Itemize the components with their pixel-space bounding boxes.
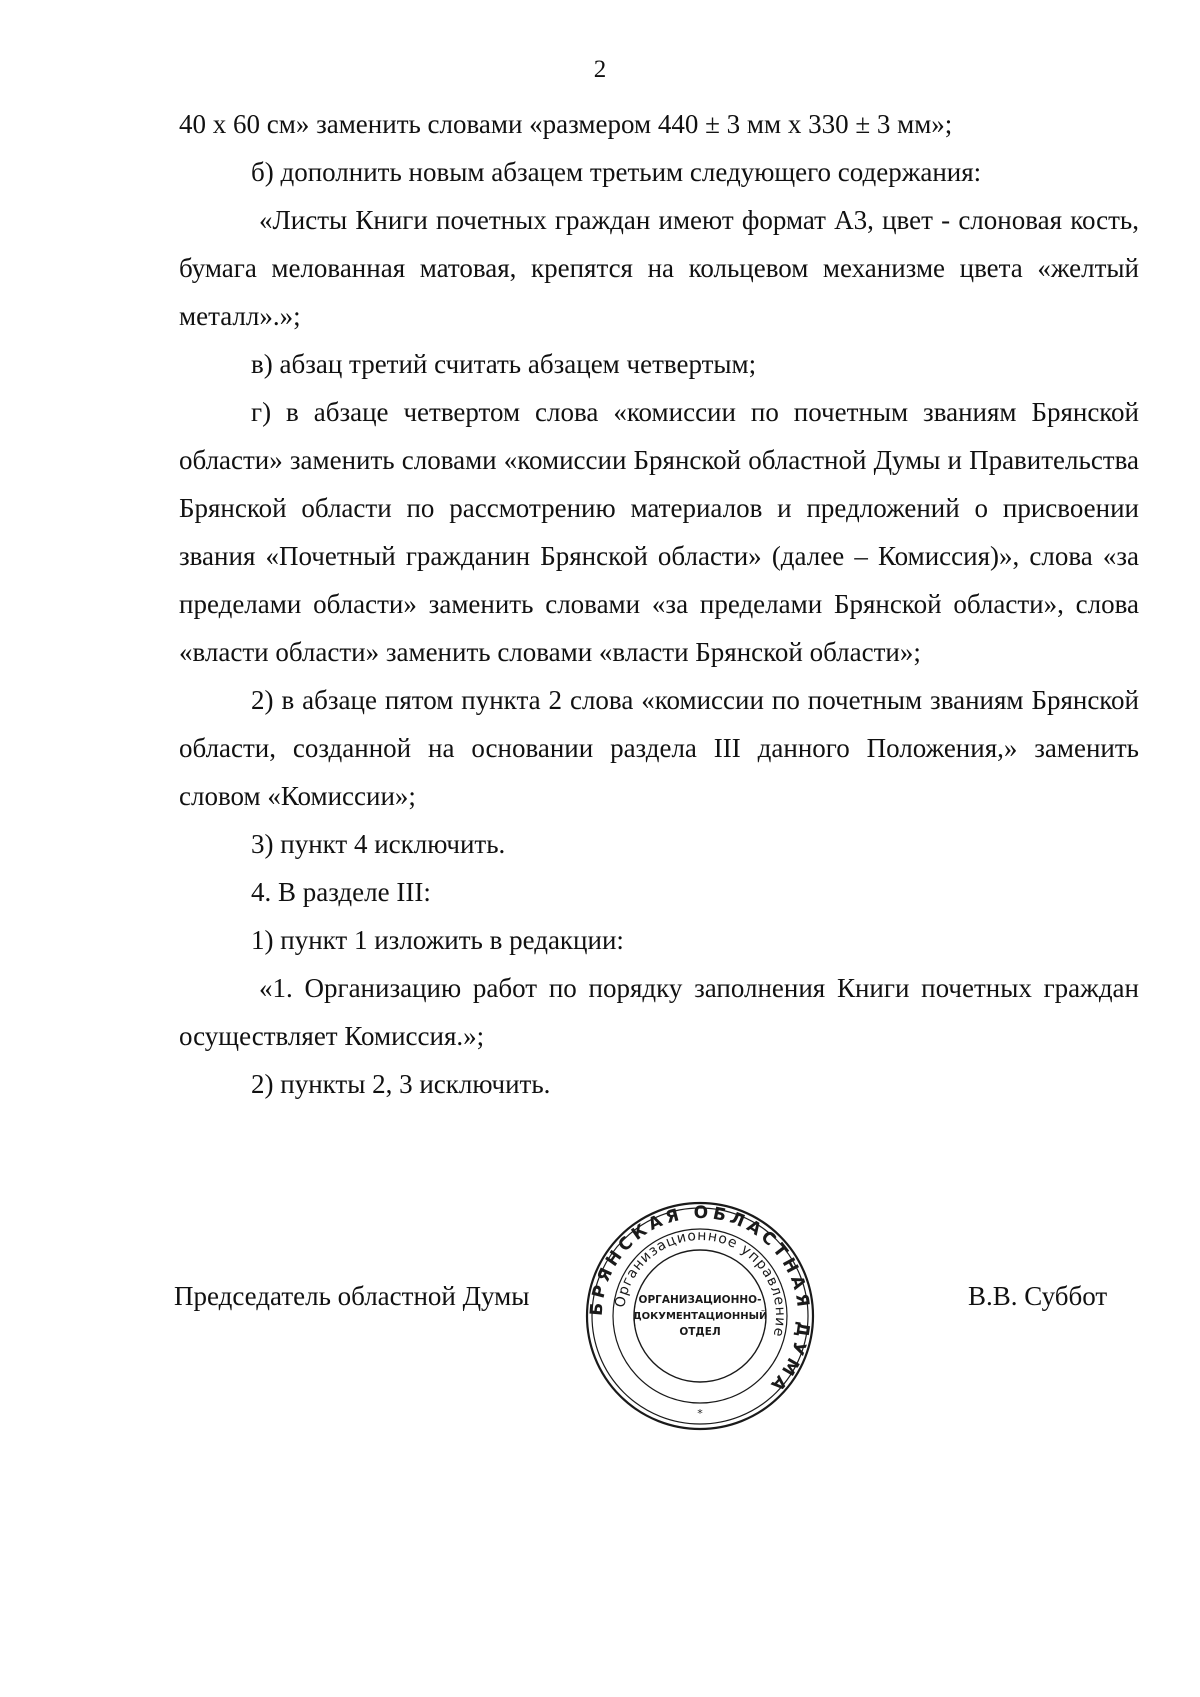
seal-center-line-1: ОРГАНИЗАЦИОННО- [638,1294,762,1306]
page-number: 2 [593,56,607,83]
paragraph-item-b: б) дополнить новым абзацем третьим следующего содержания: [251,157,982,187]
seal-outer-text: БРЯНСКАЯ ОБЛАСТНАЯ ДУМА [586,1202,814,1398]
paragraph-quote-commission: «1. Организацию работ по порядку заполнения Книги почетных граждан осуществляет Комиссия.»; [179,973,1139,1051]
document-body [179,100,1139,1108]
seal-star-icon: * [697,1407,703,1420]
paragraph-item-2: 2) в абзаце пятом пункта 2 слова «комиссии по почетным званиям Брянской области, созданной на основании раздела III данного Положения,» заменить словом «Комиссии»; [179,685,1139,811]
seal-center-line-3: ОТДЕЛ [679,1326,721,1338]
paragraph-continuation: 40 х 60 см» заменить словами «размером 440 ± 3 мм х 330 ± 3 мм»; [179,109,953,139]
official-seal-stamp [583,1199,817,1433]
paragraph-item-g: г) в абзаце четвертом слова «комиссии по почетным званиям Брянской области» заменить словами «комиссии Брянской областной Думы и Правительства Брянской области по рассмотрению материалов и предложений о присвоении звания «Почетный гражданин Брянской области» (далее – Комиссия)», слова «за пределами области» заменить словами «за пределами Брянской области», слова «власти области» заменить словами «власти Брянской области»; [179,397,1139,667]
paragraph-item-v: в) абзац третий считать абзацем четвертым; [251,349,757,379]
paragraph-section-4-item-2: 2) пункты 2, 3 исключить. [251,1069,551,1099]
seal-inner-text: Организационное управление [612,1227,789,1339]
signatory-position: Председатель областной Думы [174,1281,530,1311]
paragraph-item-3: 3) пункт 4 исключить. [251,829,506,859]
paragraph-section-4-item-1: 1) пункт 1 изложить в редакции: [251,925,624,955]
signatory-name: В.В. Суббот [968,1281,1108,1311]
paragraph-quote-sheets: «Листы Книги почетных граждан имеют формат А3, цвет - слоновая кость, бумага мелованная матовая, крепятся на кольцевом механизме цвета «желтый металл».»; [179,205,1139,331]
paragraph-section-4: 4. В разделе III: [251,877,431,907]
seal-center-line-2: ДОКУМЕНТАЦИОННЫЙ [632,1311,768,1322]
